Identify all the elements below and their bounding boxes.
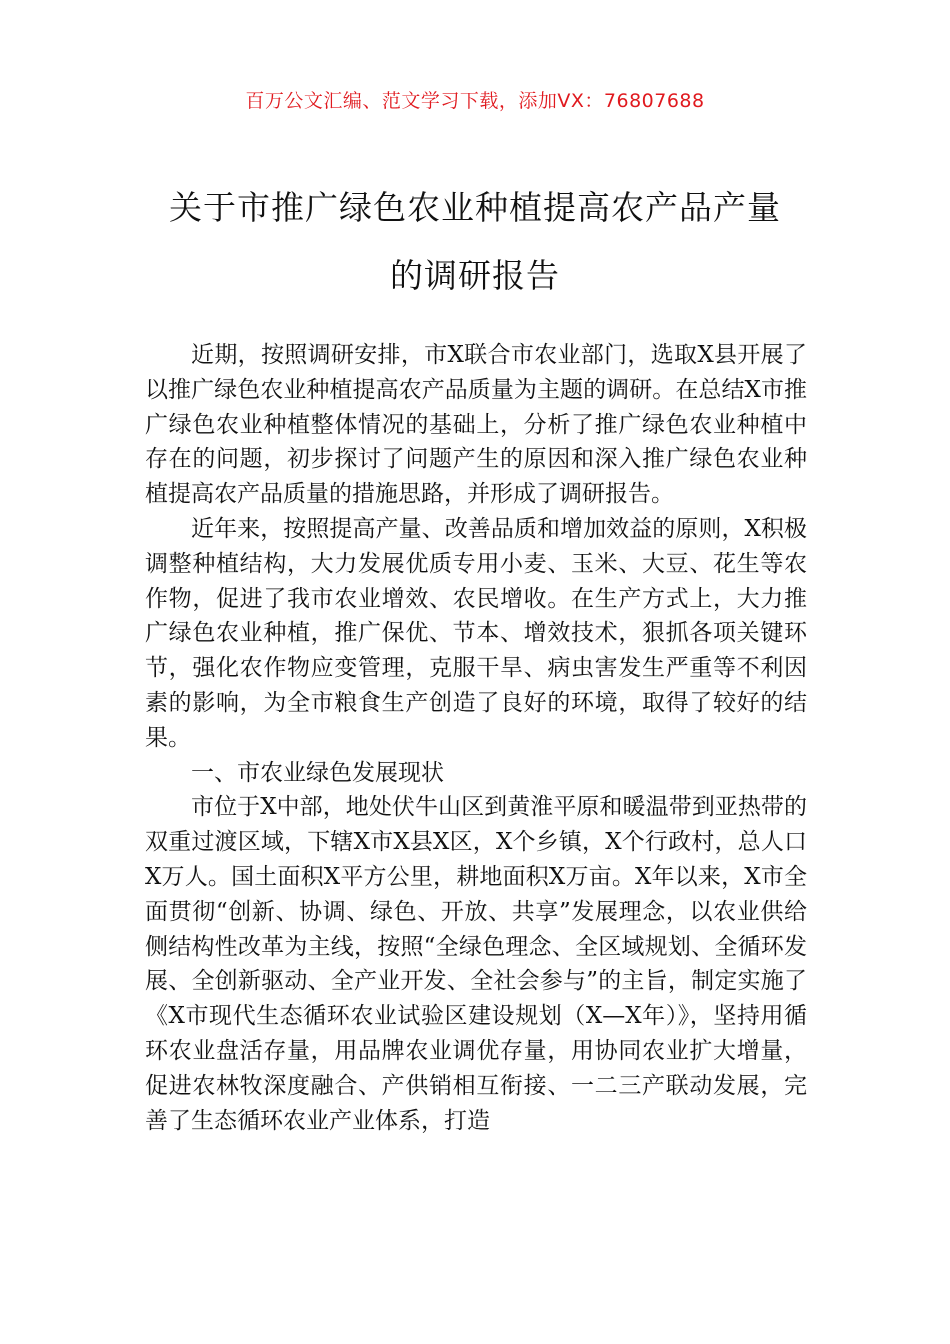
paragraph-status: 市位于X中部，地处伏牛山区到黄淮平原和暖温带到亚热带的双重过渡区域，下辖X市X县X区，X个乡镇，X个行政村，总人口X万人。国土面积X平方公里，耕地面积X万亩。X年以来，X市全面贯彻“创新、协调、绿色、开放、共享”发展理念，以农业供给侧结构性改革为主线，按照“全绿色理念、全区域规划、全循环发展、全创新驱动、全产业开发、全社会参与”的主旨，制定实施了《X市现代生态循环农业试验区建设规划（X—X年）》，坚持用循环农业盘活存量，用品牌农业调优存量，用协同农业扩大增量，促进农林牧深度融合、产供销相互衔接、一二三产联动发展，完善了生态循环农业产业体系，打造 [145,794,807,1134]
paragraph-intro: 近期，按照调研安排，市X联合市农业部门，选取X县开展了以推广绿色农业种植提高农产品质量为主题的调研。在总结X市推广绿色农业种植整体情况的基础上，分析了推广绿色农业种植中存在的问题，初步探讨了问题产生的原因和深入推广绿色农业种植提高农产品质量的措施思路，并形成了调研报告。 [145,342,807,508]
section-heading: 一、市农业绿色发展现状 [191,759,444,786]
paragraph-background: 近年来，按照提高产量、改善品质和增加效益的原则，X积极调整种植结构，大力发展优质专用小麦、玉米、大豆、花生等农作物，促进了我市农业增效、农民增收。在生产方式上，大力推广绿色农业种植，推广保优、节本、增效技术，狠抓各项关键环节，强化农作物应变管理，克服干旱、病虫害发生严重等不利因素的影响，为全市粮食生产创造了良好的环境，取得了较好的结果。 [145,515,807,751]
document-title-line-1: 关于市推广绿色农业种植提高农产品产量 [169,188,781,227]
header-note: 百万公文汇编、范文学习下载，添加VX：76807688 [245,90,705,112]
document-body [145,338,807,1138]
document-title-line-2: 的调研报告 [390,256,560,295]
